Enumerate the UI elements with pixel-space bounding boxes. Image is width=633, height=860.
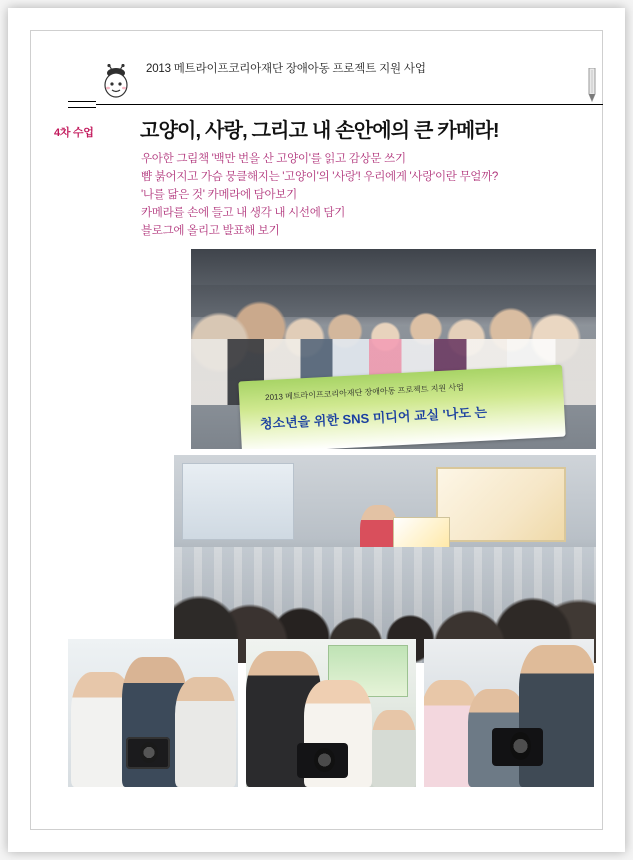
list-item: 블로그에 올리고 발표해 보기: [141, 225, 280, 237]
camera-object: [492, 728, 543, 766]
camera-practice-photo-3: [424, 639, 594, 787]
lesson-tag: 4차 수업: [54, 127, 94, 139]
pencil-icon: [583, 68, 601, 104]
list-item: 카메라를 손에 들고 내 생각 내 시선에 담기: [141, 207, 346, 219]
page-frame-outer: [8, 8, 625, 852]
student-figure-right: [175, 677, 236, 787]
subtitle-list: [141, 150, 601, 240]
camera-practice-photo-2: [246, 639, 416, 787]
list-item: 우아한 그림책 '백만 번을 산 고양이'를 읽고 감상문 쓰기: [141, 153, 406, 165]
banner-line-2: 청소년을 위한 SNS 미디어 교실 '나도 는: [259, 404, 488, 432]
header-divider: [96, 104, 603, 105]
banner-line-1: 2013 메트라이프코리아재단 장애아동 프로젝트 지원 사업: [264, 382, 464, 402]
camera-practice-photo-1: [68, 639, 238, 787]
projector-screen: [436, 467, 567, 542]
classroom-lecture-photo: [174, 455, 596, 663]
page-content: [46, 46, 603, 830]
picture-book: [393, 517, 450, 548]
header-title: 2013 메트라이프코리아재단 장애아동 프로젝트 지원 사업: [146, 63, 426, 75]
header-divider-left-2: [68, 107, 96, 108]
classroom-window: [182, 463, 294, 540]
list-item: 뺨 붉어지고 가슴 뭉클해지는 '고양이'의 '사랑'! 우리에게 '사랑'이란 무얼까?: [141, 171, 498, 183]
document-header: [46, 46, 603, 106]
mascot-character-icon: [98, 64, 138, 104]
page-title: 고양이, 사랑, 그리고 내 손안에의 큰 카메라!: [140, 120, 499, 142]
header-divider-left-1: [68, 101, 96, 102]
camera-object: [297, 743, 348, 779]
student-figure-right: [372, 710, 416, 787]
list-item: '나를 닮은 것' 카메라에 담아보기: [141, 189, 297, 201]
camera-object: [126, 737, 170, 770]
group-photo-with-banner: [191, 249, 596, 449]
